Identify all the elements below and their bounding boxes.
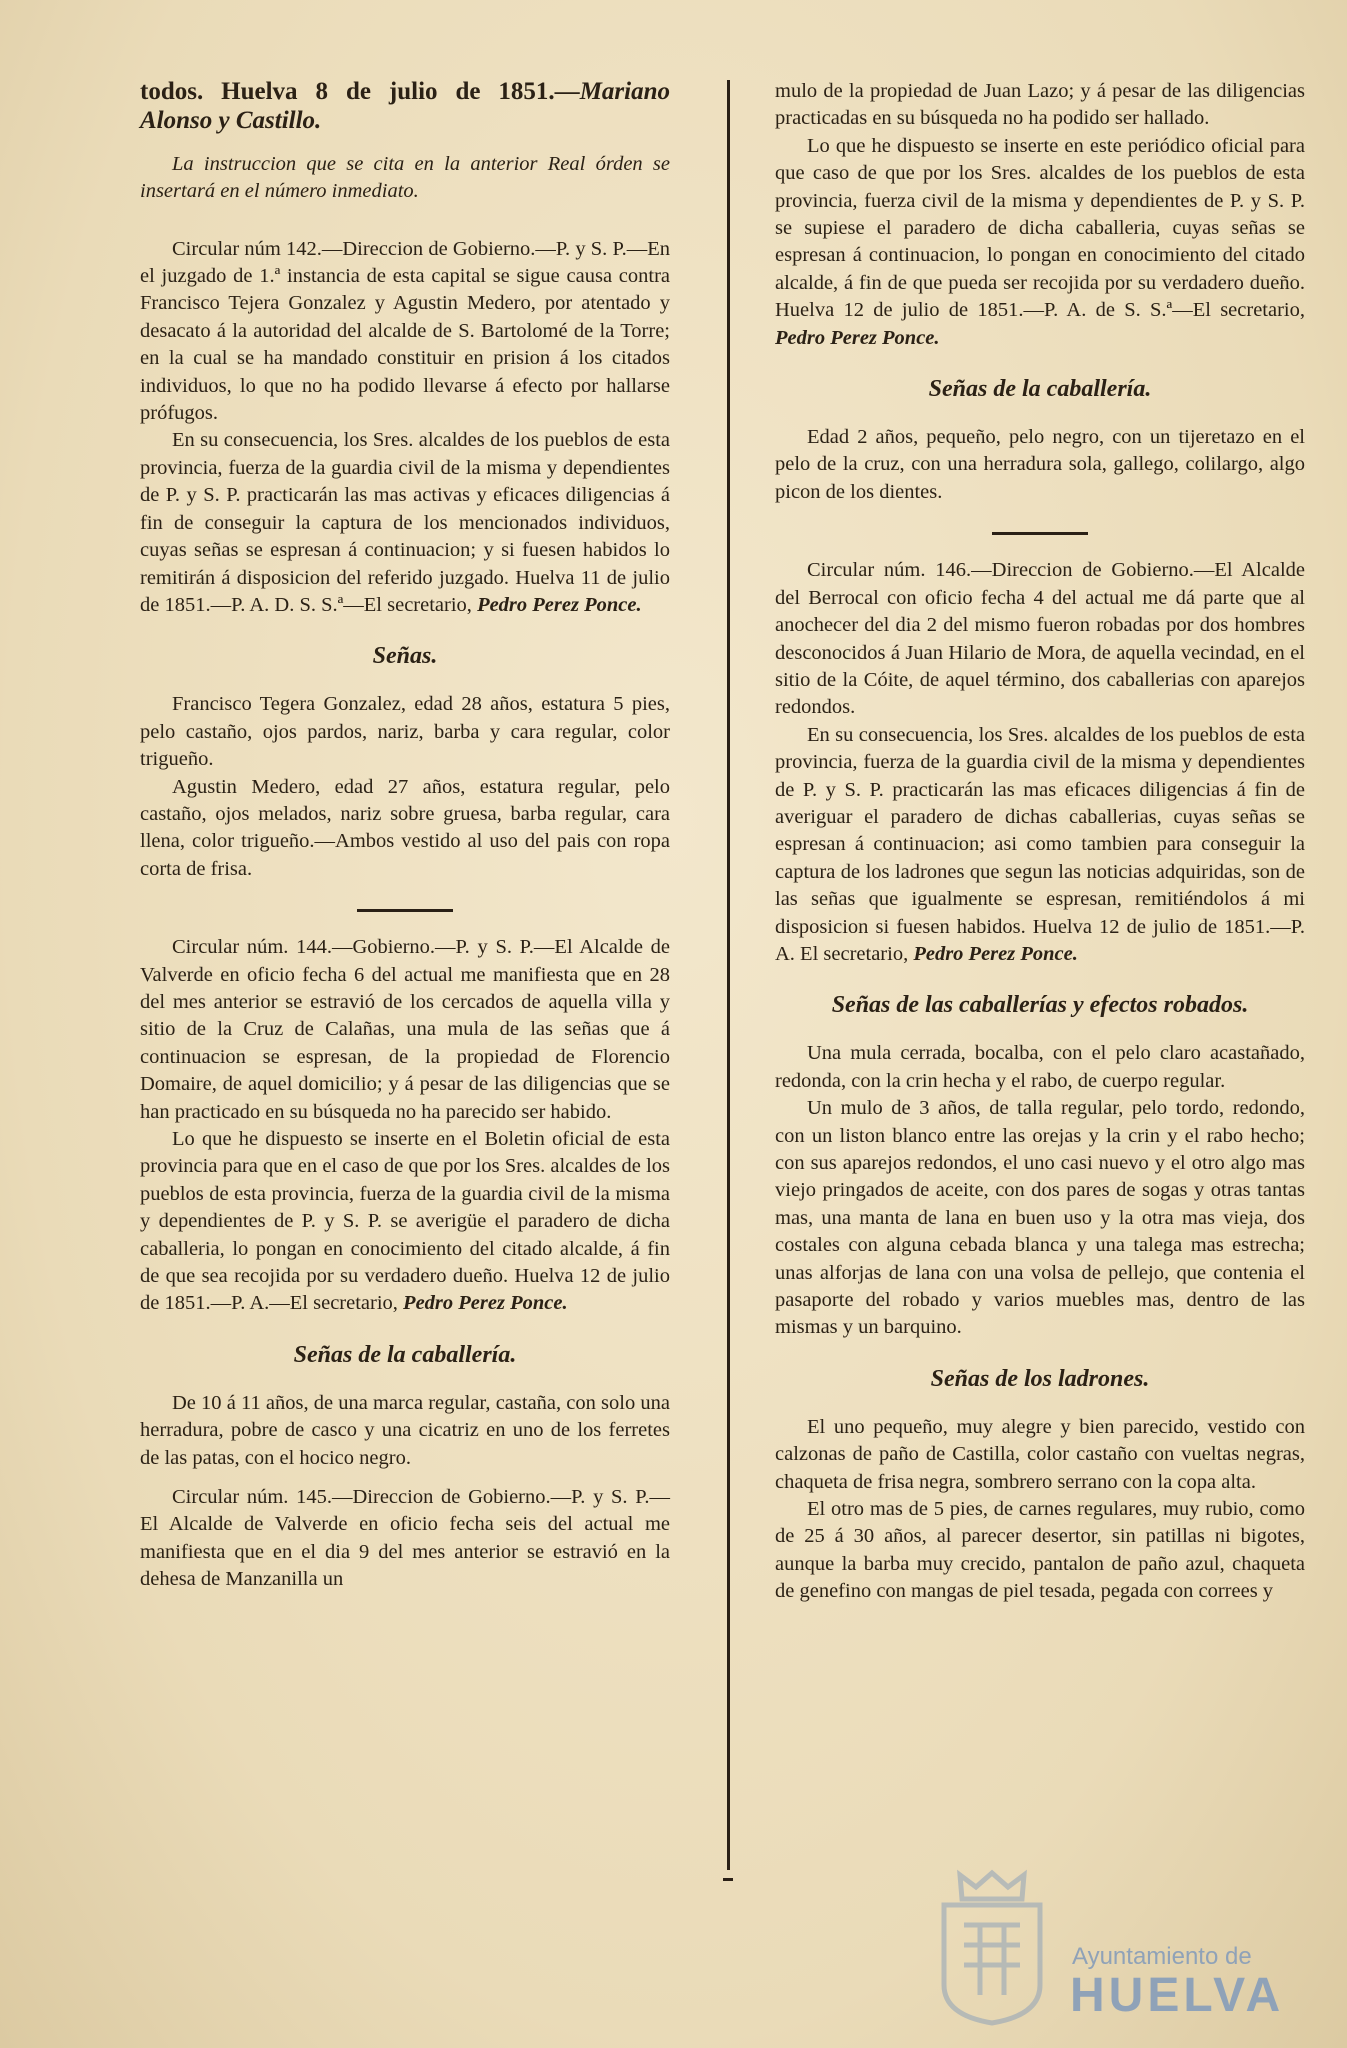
heading-senas: Señas. (372, 643, 438, 670)
ladron-otro: El otro mas de 5 pies, de carnes regulares, muy rubio, como de 25 á 30 años, al parecer desertor, sin patillas ni bigotes, aunque la barba muy crecido, pantalon de paño azul, chaqueta de genefino con mangas de piel tesada, pegada con correes y (775, 1498, 1305, 1603)
ladron-uno: El uno pequeño, muy alegre y bien parecido, vestido con calzonas de paño de Castilla, color castaño con vueltas negras, chaqueta de frisa negra, sombrero serrano con la copa alta. (775, 1415, 1305, 1493)
heading-ladrones: Señas de los ladrones. (930, 1365, 1150, 1392)
senas-tegera: Francisco Tegera Gonzalez, edad 28 años, estatura 5 pies, pelo castaño, ojos pardos, nariz, barba y cara regular, color trigueño. (140, 693, 670, 771)
watermark-line1: Ayuntamiento de (1072, 1943, 1252, 1970)
caballeria-mulo-description: Edad 2 años, pequeño, pelo negro, con un tijeretazo en el pelo de la cruz, con una herradura sola, gallego, colilargo, algo picon de los dientes. (775, 426, 1305, 503)
senas-medero: Agustin Medero, edad 27 años, estatura regular, pelo castaño, ojos melados, nariz sobre gruesa, barba regular, cara llena, color trigueño.—Ambos vestido al uso del pais con ropa corta de frisa. (140, 775, 670, 880)
heading-caballeria-left: Señas de la caballería. (293, 1341, 517, 1368)
heading-efectos-robados: Señas de las caballerías y efectos robados. (831, 992, 1249, 1019)
circular-145-continued: mulo de la propiedad de Juan Lazo; y á pesar de las diligencias practicadas en su búsqueda no ha podido ser hallado. (775, 80, 1305, 130)
circular-145-text: Circular núm. 145.—Direccion de Gobierno.—P. y S. P.—El Alcalde de Valverde en oficio fecha seis del actual me manifiesta que en el dia 9 del mes anterior se estravió en la dehesa de Manzanilla un (140, 1486, 670, 1591)
left-column (140, 78, 670, 1594)
watermark-line2: HUELVA (1070, 1969, 1285, 2022)
column-divider-end (723, 1878, 733, 1881)
circular-142-text: Circular núm 142.—Direccion de Gobierno.—P. y S. P.—En el juzgado de 1.ª instancia de esta capital se sigue causa contra Francisco Tejera Gonzalez y Agustin Medero, por atentado y desacato á la autoridad del alcalde de S. Bartolomé de la Torre; en la cual se ha mandado constituir en prision á los citados individuos, lo que no ha podido llevarse á efecto por hallarse prófugos. (140, 237, 670, 425)
efectos-mulo: Un mulo de 3 años, de talla regular, pelo tordo, redondo, con un liston blanco entre las orejas y la crin y el rabo hecho; con sus aparejos redondos, el uno casi nuevo y el otro algo mas viejo pringados de aceite, con dos pares de sogas y otras tantas mas, una manta de lana en buen uso y la otra mas vieja, dos costales con alguna cebada blanca y una talega mas estrecha; unas alforjas de lana con una volsa de pellejo, que contenia el pasaporte del robado y varios muebles mas, dentro de las mismas y un barquino. (775, 1097, 1305, 1339)
circular-146-order: En su consecuencia, los Sres. alcaldes de los pueblos de esta provincia, fuerza de la guardia civil de la misma y dependientes de P. y S. P. practicarán las mas eficaces diligencias á fin de averiguar el paradero de dichas caballerias, cuyas señas se espresan á continuacion; asi como tambien para conseguir la captura de los ladrones que segun las noticias adquiridas, son de las señas que igualmente se espresan, remitiéndolos á mi disposicion si fuesen habidos. Huelva 12 de julio de 1851.—P. A. El secretario, Pedro Perez Ponce. (775, 723, 1305, 965)
right-column (775, 78, 1305, 1606)
circular-144-text: Circular núm. 144.—Gobierno.—P. y S. P.—El Alcalde de Valverde en oficio fecha 6 del actual me manifiesta que en 28 del mes anterior se estravió de los cercados de aquella villa y sitio de la Cruz de Calañas, una mula de las señas que á continuacion se espresan, de la propiedad de Florencio Domaire, de aquel domicilio; y á pesar de las diligencias que se han practicado en su búsqueda no ha parecido ser habido. (140, 936, 670, 1123)
efectos-mula: Una mula cerrada, bocalba, con el pelo claro acastañado, redonda, con la crin hecha y el rabo, de cuerpo regular. (775, 1042, 1305, 1092)
section-divider (357, 909, 453, 912)
circular-144-order: Lo que he dispuesto se inserte en el Boletin oficial de esta provincia para que en el caso de que por los Sres. alcaldes de los pueblos de esta provincia, fuerza de la guardia civil de la misma y dependientes de P. y S. P. se averigüe el paradero de dicha caballeria, lo pongan en conocimiento del citado alcalde, á fin de que sea recojida por su verdadero dueño. Huelva 12 de julio de 1851.—P. A.—El secretario, Pedro Perez Ponce. (140, 1128, 670, 1315)
caballeria-mula-description: De 10 á 11 años, de una marca regular, castaña, con solo una herradura, pobre de casco y una cicatriz en uno de los ferretes de las patas, con el hocico negro. (140, 1391, 670, 1469)
intro-line: todos. Huelva 8 de julio de 1851.—Mariano Alonso y Castillo. (140, 78, 670, 135)
section-divider (992, 532, 1088, 535)
circular-142-order: En su consecuencia, los Sres. alcaldes de los pueblos de esta provincia, fuerza de la guardia civil de la misma y dependientes de P. y S. P. practicarán las mas activas y eficaces diligencias á fin de conseguir la captura de los mencionados individuos, cuyas señas se espresan á continuacion; y si fuesen habidos lo remitirán á disposicion del referido juzgado. Huelva 11 de julio de 1851.—P. A. D. S. S.ª—El secretario, Pedro Perez Ponce. (140, 429, 670, 616)
circular-145-order: Lo que he dispuesto se inserte en este periódico oficial para que caso de que por los Sres. alcaldes de los pueblos de esta provincia, fuerza civil de la misma y dependientes de P. y S. P. se supiese el paradero de dicha caballeria, cuyas señas se espresan á continuacion, lo pongan en conocimiento del citado alcalde, á fin de que pueda ser recojida por su verdadero dueño. Huelva 12 de julio de 1851.—P. A. de S. S.ª—El secretario, Pedro Perez Ponce. (775, 134, 1305, 349)
circular-146-text: Circular núm. 146.—Direccion de Gobierno.—El Alcalde del Berrocal con oficio fecha 4 del actual me dá parte que al anochecer del dia 2 del mismo fueron robadas por dos hombres desconocidos á Juan Hilario de Mora, de aquella vecindad, en el sitio de la Cóite, de aquel término, dos caballerias con aparejos redondos. (775, 559, 1305, 719)
note-instruction: La instruccion que se cita en la anterior Real órden se insertará en el número inmediato. (140, 152, 670, 203)
heading-caballeria-right: Señas de la caballería. (928, 376, 1152, 403)
column-divider (727, 80, 730, 1870)
